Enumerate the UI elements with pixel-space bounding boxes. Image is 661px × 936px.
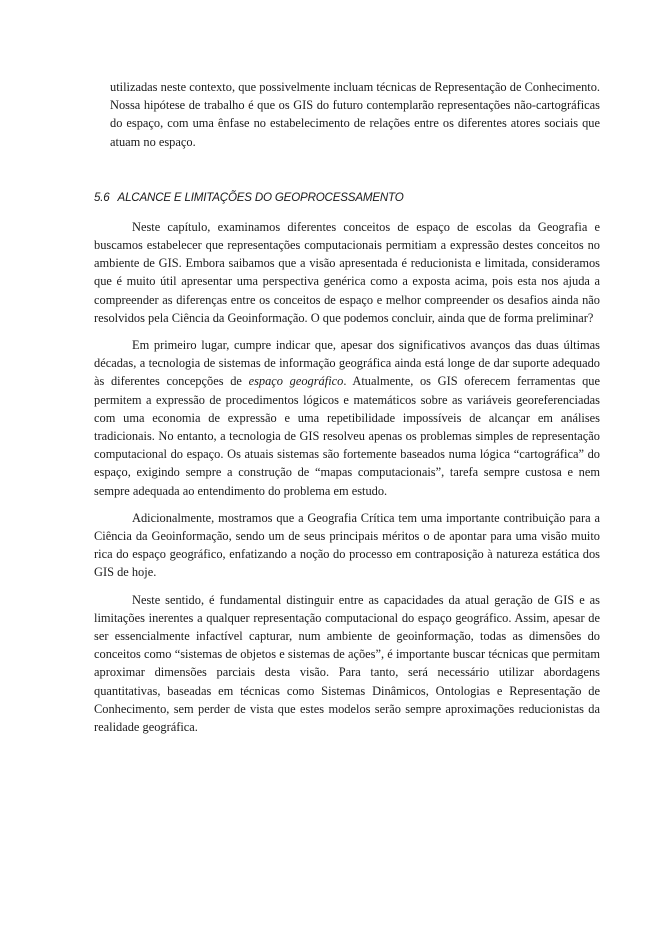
continuation-paragraph: utilizadas neste contexto, que possivelmente incluam técnicas de Representação de Conhecimento. Nossa hipótese de trabalho é que os GIS do futuro contemplarão representações não-cartográficas do espaço, com uma ênfase no estabelecimento de relações entre os diferentes atores sociais que atuam no espaço. <box>110 80 600 149</box>
paragraph-4: Neste sentido, é fundamental distinguir entre as capacidades da atual geração de GIS e as limitações inerentes a qualquer representação computacional do espaço geográfico. Assim, apesar de ser essencialmente infactível capturar, num ambiente de geoinformação, todas as dimensões do conceitos como “sistemas de objetos e sistemas de ações”, é importante buscar técnicas que permitam aproximar dimensões parciais desta visão. Para tanto, será necessário utilizar abordagens quantitativas, baseadas em técnicas como Sistemas Dinâmicos, Ontologias e Representação de Conhecimento, sem perder de vista que estes modelos serão sempre aproximações reducionistas da realidade geográfica. <box>94 592 600 735</box>
paragraph-2-text-b: . Atualmente, os GIS oferecem ferramentas que permitem a expressão de procedimentos lógicos e matemáticos sobre as variáveis georeferenciadas com uma economia de expressão e uma repetibilidade impossíveis de alcançar em análises tradicionais. No entanto, a tecnologia de GIS resolveu apenas os problemas simples de representação computacional do espaço. Os atuais sistemas são fortemente baseados numa lógica “cartográfica” do espaço, exigindo sempre a construção de “mapas computacionais”, tarefa sempre custosa e nem sempre adequada ao entendimento do problema em estudo. <box>94 374 601 498</box>
paragraph-1: Neste capítulo, examinamos diferentes conceitos de espaço de escolas da Geografia e buscamos estabelecer que representações computacionais permitiam a expressão destes conceitos no ambiente de GIS. Embora saibamos que a visão apresentada é reducionista e limitada, consideramos que é muito útil apresentar uma perspectiva genérica como a exposta acima, pois esta nos ajuda a compreender as diferenças entre os conceitos de espaço e melhor compreender os desafios ainda não resolvidos pela Ciência da Geoinformação. O que podemos concluir, ainda que de forma preliminar? <box>94 219 600 325</box>
paragraph-2-emphasis: espaço geográfico <box>248 374 344 389</box>
paragraph-3: Adicionalmente, mostramos que a Geografia Crítica tem uma importante contribuição para a Ciência da Geoinformação, sendo um de seus principais méritos o de apontar para uma visão muito rica do espaço geográfico, enfatizando a noção do processo em contraposição à natureza estática dos GIS de hoje. <box>94 510 600 580</box>
section-title: ALCANCE E LIMITAÇÕES DO GEOPROCESSAMENTO <box>117 190 404 204</box>
section-heading <box>94 190 600 206</box>
paragraph-2-text-a: Em primeiro lugar, cumpre indicar que, apesar dos significativos avanços das duas últimas décadas, a tecnologia de sistemas de informação geográfica ainda está longe de dar suporte adequado às diferentes concepções de <box>94 338 600 389</box>
document-page <box>94 78 600 745</box>
paragraph-2 <box>94 336 600 500</box>
section-number: 5.6 <box>94 190 110 204</box>
